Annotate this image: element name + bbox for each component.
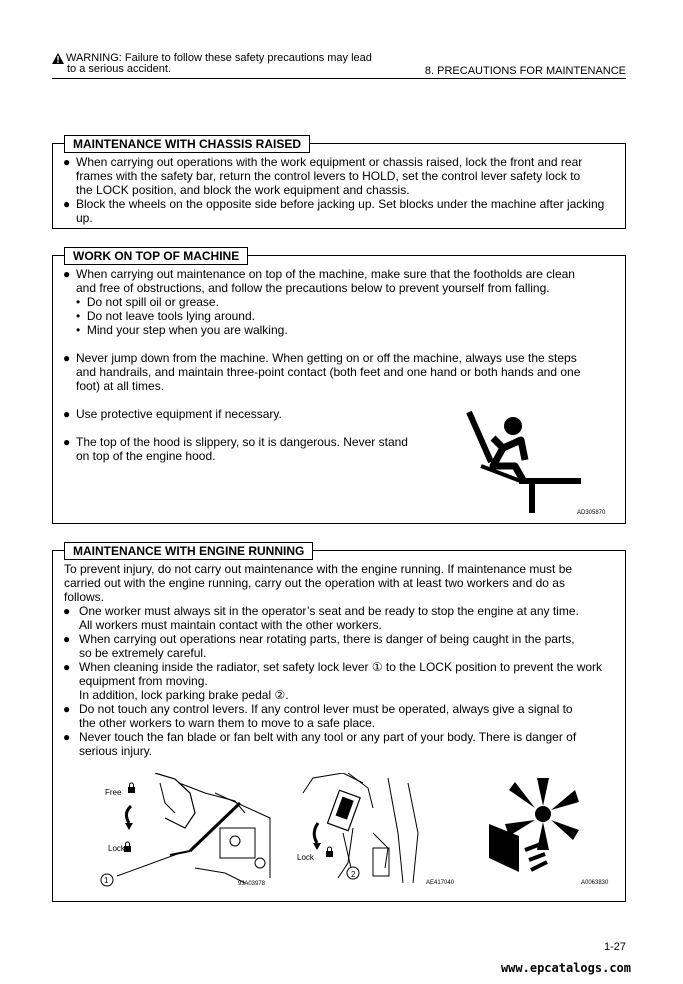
page-number: 1-27 xyxy=(603,941,626,953)
warning-notice xyxy=(52,53,372,75)
bullet-icon: ● xyxy=(63,351,71,365)
bullet-icon: ● xyxy=(63,702,71,716)
engine-bullet-3: When cleaning inside the radiator, set safety lock lever ① to the LOCK position to prevent the work equipment from moving. In addition, lock parking brake pedal ②. xyxy=(79,660,603,702)
callout-2: 2 xyxy=(351,870,356,879)
falling-person-icon xyxy=(463,406,583,516)
watermark-url[interactable]: www.epcatalogs.com xyxy=(500,961,631,975)
bullet-icon: ● xyxy=(63,660,71,674)
work-on-top-title: WORK ON TOP OF MACHINE xyxy=(64,247,248,265)
bullet-icon: ● xyxy=(63,155,71,169)
figure-code: A0063830 xyxy=(581,880,609,886)
bullet-icon: ● xyxy=(63,435,71,449)
chassis-bullet-2: Block the wheels on the opposite side before jacking up. Set blocks under the machine after jacking up. xyxy=(76,197,605,225)
top-bullet-4: The top of the hood is slippery, so it is dangerous. Never stand on top of the engine hood. xyxy=(76,435,408,463)
engine-bullet-5: Never touch the fan blade or fan belt with any tool or any part of your body. There is danger of serious injury. xyxy=(79,730,577,758)
engine-bullet-4: Do not touch any control levers. If any control lever must be operated, always give a signal to the other workers to warn them to move to a safe place. xyxy=(79,702,573,730)
bullet-icon: ● xyxy=(63,267,71,281)
chassis-bullet-1: When carrying out operations with the work equipment or chassis raised, lock the front and rear frames with the safety bar, return the control levers to HOLD, set the control lever safety lock to the LOCK position, and block the work equipment and chassis. xyxy=(76,155,583,197)
bullet-icon: ● xyxy=(63,407,71,421)
chassis-raised-section xyxy=(52,137,626,229)
chassis-raised-title: MAINTENANCE WITH CHASSIS RAISED xyxy=(64,135,310,153)
bullet-icon: ● xyxy=(63,730,71,744)
free-label: Free xyxy=(105,788,122,797)
page-header xyxy=(52,53,626,79)
safety-lock-lever-figure xyxy=(95,773,275,888)
bullet-icon: ● xyxy=(63,604,71,618)
engine-running-title: MAINTENANCE WITH ENGINE RUNNING xyxy=(64,542,313,560)
top-sub-item-2: • Do not leave tools lying around. xyxy=(76,309,255,323)
engine-bullet-1: One worker must always sit in the operator’s seat and be ready to stop the engine at any time. All workers must maintain contact with the other workers. xyxy=(79,604,579,632)
figure-code: 9JA03978 xyxy=(238,881,266,887)
warning-line-1: WARNING: Failure to follow these safety precautions may lead xyxy=(66,52,372,64)
callout-1: 1 xyxy=(104,876,109,885)
section-title: 8. PRECAUTIONS FOR MAINTENANCE xyxy=(424,65,626,77)
bullet-icon: ● xyxy=(63,197,71,211)
warning-icon xyxy=(52,53,64,64)
figure-code: AE417040 xyxy=(426,880,455,886)
engine-intro: To prevent injury, do not carry out maintenance with the engine running. If maintenance must be carried out with the engine running, carry out the operation with at least two workers and do as follows. xyxy=(64,562,573,604)
top-sub-item-3: • Mind your step when you are walking. xyxy=(76,323,288,337)
parking-brake-pedal-figure xyxy=(293,773,443,888)
bullet-icon: ● xyxy=(63,632,71,646)
top-sub-item-1: • Do not spill oil or grease. xyxy=(76,295,219,309)
figure-code: AD305870 xyxy=(577,510,606,516)
engine-bullet-2: When carrying out operations near rotating parts, there is danger of being caught in the parts, so be extremely careful. xyxy=(79,632,575,660)
top-bullet-3: Use protective equipment if necessary. xyxy=(76,407,282,421)
engine-running-section xyxy=(52,544,626,902)
lock-label: Lock xyxy=(297,853,314,862)
top-bullet-2: Never jump down from the machine. When getting on or off the machine, always use the steps and handrails, and maintain three-point contact (both feet and one hand or both hands and one foot) at all times. xyxy=(76,351,581,393)
warning-line-2: to a serious accident. xyxy=(67,63,171,75)
lock-label: Lock xyxy=(108,844,125,853)
fan-danger-icon xyxy=(485,776,585,881)
work-on-top-section xyxy=(52,249,626,524)
top-bullet-1: When carrying out maintenance on top of the machine, make sure that the footholds are clean and free of obstructions, and follow the precautions below to prevent yourself from falling. xyxy=(76,267,575,295)
